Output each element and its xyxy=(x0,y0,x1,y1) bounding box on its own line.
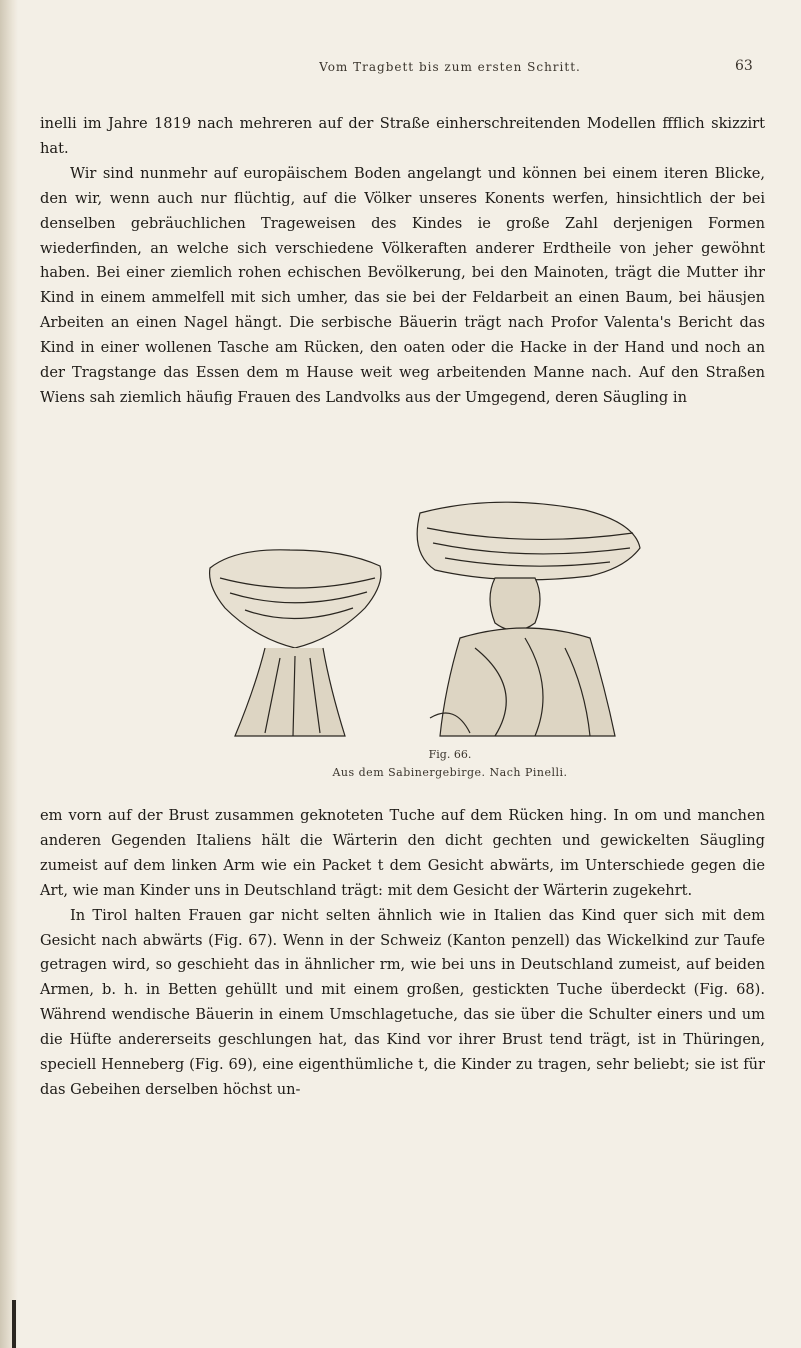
right-basket xyxy=(417,502,640,580)
text-block-bottom xyxy=(40,804,765,1103)
figure-caption: Aus dem Sabinergebirge. Nach Pinelli. xyxy=(332,766,568,779)
page-number: 63 xyxy=(735,58,753,74)
woodcut-illustration xyxy=(195,488,695,743)
binding-mark xyxy=(12,1300,16,1348)
paragraph: Wir sind nunmehr auf europäischem Boden angelangt und können bei einem iteren Blicke, den wir, wenn auch nur flüchtig, auf die Völker unseres Konents werfen, hinsichtlich der bei denselben gebräuchlichen Trageweisen des Kindes ie große Zahl derjenigen Formen wiederfinden, an welche sich verschiedene Völkeraften anderer Erdtheile von jeher gewöhnt haben. Bei einer ziemlich rohen echischen Bevölkerung, bei den Mainoten, trägt die Mutter ihr Kind in einem ammelfell mit sich umher, das sie bei der Feldarbeit an einen Baum, bei häusjen Arbeiten an einen Nagel hängt. Die serbische Bäuerin trägt nach Profor Valenta's Bericht das Kind in einer wollenen Tasche am Rücken, den oaten oder die Hacke in der Hand und noch an der Tragstange das Essen dem m Hause weit weg arbeitenden Manne nach. Auf den Straßen Wiens sah ziemlich häufig Frauen des Landvolks aus der Umgegend, deren Säugling in xyxy=(40,164,765,406)
running-head: Vom Tragbett bis zum ersten Schritt. xyxy=(319,60,581,74)
paragraph: em vorn auf der Brust zusammen geknoteten Tuche auf dem Rücken hing. In om und manchen anderen Gegenden Italiens hält die Wärterin den dicht gechten und gewickelten Säugling zumeist auf dem linken Arm wie ein Packet t dem Gesicht abwärts, im Unterschiede gegen die Art, wie man Kinder uns in Deutschland trägt: mit dem Gesicht der Wärterin zugekehrt. xyxy=(40,807,765,899)
figure-label: Fig. 66. xyxy=(428,748,472,761)
left-figure-body xyxy=(235,648,345,736)
right-figure-head xyxy=(490,578,540,631)
page-gutter-shadow xyxy=(0,0,18,1348)
text-block-top xyxy=(40,112,765,411)
paragraph: inelli im Jahre 1819 nach mehreren auf der Straße einherschreitenden Modellen ffflich skizzirt hat. xyxy=(40,115,765,157)
left-basket xyxy=(210,550,381,648)
figure-illustration xyxy=(195,488,695,778)
paragraph: In Tirol halten Frauen gar nicht selten ähnlich wie in Italien das Kind quer sich mit dem Gesicht nach abwärts (Fig. 67). Wenn in der Schweiz (Kanton penzell) das Wickelkind zur Taufe getragen wird, so geschieht das in ähnlicher rm, wie bei uns in Deutschland zumeist, auf beiden Armen, b. h. in Betten gehüllt und mit einem großen, gestickten Tuche überdeckt (Fig. 68). Während wendische Bäuerin in einem Umschlagetuche, das sie über die Schulter einers und um die Hüfte andererseits geschlungen hat, das Kind vor ihrer Brust tend trägt, ist in Thüringen, speciell Henneberg (Fig. 69), eine eigenthümliche t, die Kinder zu tragen, sehr beliebt; sie ist für das Gebeihen derselben höchst un- xyxy=(40,906,765,1098)
right-figure-body xyxy=(440,628,615,736)
